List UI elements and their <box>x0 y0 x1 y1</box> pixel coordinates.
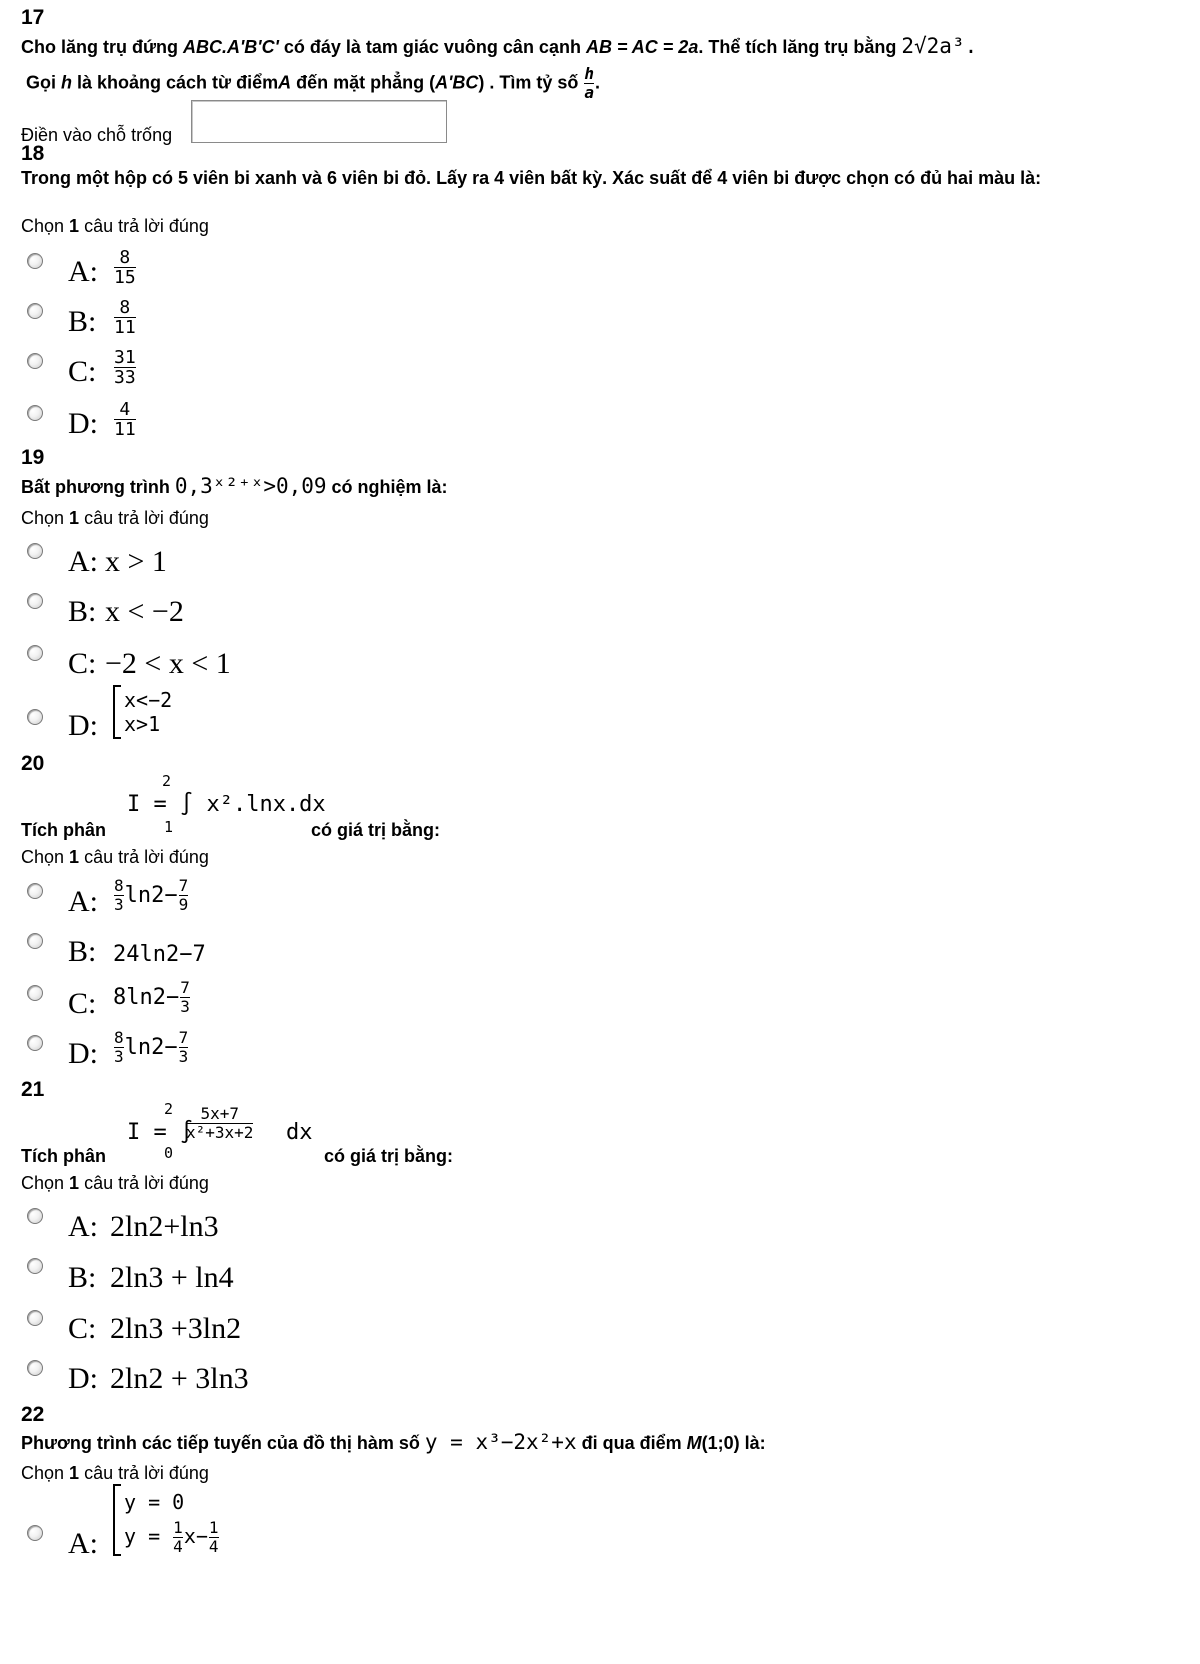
choose-prompt: Chọn 1 câu trả lời đúng <box>21 847 209 867</box>
option-value: $\frac{8}{3}$ ln2− $\frac{7}{9}$ <box>114 876 189 914</box>
integral-label: Tích phân <box>21 1146 106 1166</box>
radio-option-d[interactable] <box>27 1035 43 1051</box>
integral-upper-limit: 2 <box>162 772 172 790</box>
option-value: 2ln3 +3ln2 <box>110 1312 242 1345</box>
option-value: −2 < x < 1 <box>105 647 231 680</box>
radio-option-a[interactable] <box>27 543 43 559</box>
option-value: y = 0 y = $\frac{1}{4}$ x− $\frac{1}{4}$ <box>113 1484 220 1556</box>
ratio-fraction: $\frac{h}{a}$ <box>584 64 595 102</box>
question-text-line2: Gọi h là khoảng cách từ điểmA đến mặt phẳng (A'BC) . Tìm tỷ số $\frac{h}{a}$ . <box>26 64 601 102</box>
option-value: 24ln2−7 <box>113 942 206 967</box>
option-value: x<−2 x>1 <box>113 685 172 739</box>
integral-suffix: có giá trị bằng: <box>324 1146 454 1166</box>
choose-prompt: Chọn 1 câu trả lời đúng <box>21 1463 209 1483</box>
question-number: 18 <box>21 142 45 165</box>
integral-prefix: I = ∫ <box>127 1120 194 1145</box>
option-letter: C: <box>68 1312 97 1345</box>
question-number: 20 <box>21 752 45 775</box>
function-expression: y = x³−2x²+x <box>424 1430 577 1454</box>
option-letter: B: <box>68 305 97 338</box>
option-letter: B: <box>68 935 97 968</box>
radio-option-b[interactable] <box>27 593 43 609</box>
option-letter: B: <box>68 595 97 628</box>
choose-prompt: Chọn 1 câu trả lời đúng <box>21 508 209 528</box>
radio-option-d[interactable] <box>27 405 43 421</box>
radio-option-b[interactable] <box>27 933 43 949</box>
integral-expression: I = ∫ x².lnx.dx <box>127 792 326 817</box>
option-letter: D: <box>68 1037 98 1070</box>
option-value: x < −2 <box>105 595 184 628</box>
option-letter: D: <box>68 709 98 742</box>
question-number: 19 <box>21 446 45 469</box>
option-letter: A: <box>68 545 98 578</box>
integral-label: Tích phân <box>21 820 106 840</box>
option-value: 2ln2+ln3 <box>110 1210 219 1243</box>
integral-lower-limit: 1 <box>164 818 174 836</box>
option-value: x > 1 <box>105 545 167 578</box>
option-letter: A: <box>68 255 98 288</box>
option-letter: A: <box>68 1527 98 1560</box>
option-value: $\frac{8}{3}$ ln2− $\frac{7}{3}$ <box>114 1028 189 1066</box>
question-number: 21 <box>21 1078 45 1101</box>
inequality-expression: 0,3ˣ²⁺ˣ>0,09 <box>174 474 327 498</box>
option-letter: B: <box>68 1261 97 1294</box>
option-value: 8ln2− $\frac{7}{3}$ <box>113 978 190 1016</box>
radio-option-a[interactable] <box>27 1208 43 1224</box>
radio-option-b[interactable] <box>27 303 43 319</box>
question-number: 17 <box>21 6 45 29</box>
volume-expression: 2√2a³. <box>901 34 978 58</box>
radio-option-c[interactable] <box>27 985 43 1001</box>
option-value: $\frac{31}{33}$ <box>114 347 136 388</box>
radio-option-a[interactable] <box>27 1525 43 1541</box>
fill-blank-input[interactable] <box>191 100 447 143</box>
radio-option-d[interactable] <box>27 709 43 725</box>
radio-option-d[interactable] <box>27 1360 43 1376</box>
integral-upper-limit: 2 <box>164 1100 174 1118</box>
option-letter: A: <box>68 885 98 918</box>
option-value: $\frac{8}{15}$ <box>114 247 136 288</box>
choose-prompt: Chọn 1 câu trả lời đúng <box>21 1173 209 1193</box>
option-letter: D: <box>68 407 98 440</box>
radio-option-a[interactable] <box>27 883 43 899</box>
option-value: $\frac{4}{11}$ <box>114 399 136 440</box>
option-letter: D: <box>68 1362 98 1395</box>
integral-suffix: có giá trị bằng: <box>311 820 441 840</box>
integral-dx: dx <box>286 1120 313 1145</box>
option-value: 2ln3 + ln4 <box>110 1261 234 1294</box>
choose-prompt: Chọn 1 câu trả lời đúng <box>21 216 209 236</box>
integrand-fraction: $\frac{5x+7}{\text{x²+3x+2}}$ <box>186 1104 254 1142</box>
question-text: Bất phương trình 0,3ˣ²⁺ˣ>0,09 có nghiệm là: <box>21 474 448 498</box>
option-letter: C: <box>68 647 97 680</box>
option-value: $\frac{8}{11}$ <box>114 297 136 338</box>
radio-option-c[interactable] <box>27 645 43 661</box>
option-letter: C: <box>68 355 97 388</box>
question-text: Trong một hộp có 5 viên bi xanh và 6 viên bi đỏ. Lấy ra 4 viên bất kỳ. Xác suất để 4 viên bi được chọn có đủ hai màu là: <box>21 168 1042 188</box>
option-letter: A: <box>68 1210 98 1243</box>
fill-blank-label: Điền vào chỗ trống <box>21 125 173 145</box>
radio-option-c[interactable] <box>27 1310 43 1326</box>
integral-lower-limit: 0 <box>164 1144 174 1162</box>
question-text: Phương trình các tiếp tuyến của đồ thị hàm số y = x³−2x²+x đi qua điểm M(1;0) là: <box>21 1430 766 1454</box>
radio-option-a[interactable] <box>27 253 43 269</box>
option-letter: C: <box>68 987 97 1020</box>
question-text: Cho lăng trụ đứng ABC.A'B'C' có đáy là tam giác vuông cân cạnh AB = AC = 2a. Thể tích lăng trụ bằng 2√2a³. <box>21 34 978 58</box>
question-number: 22 <box>21 1403 45 1426</box>
option-value: 2ln2 + 3ln3 <box>110 1362 249 1395</box>
radio-option-c[interactable] <box>27 353 43 369</box>
radio-option-b[interactable] <box>27 1258 43 1274</box>
